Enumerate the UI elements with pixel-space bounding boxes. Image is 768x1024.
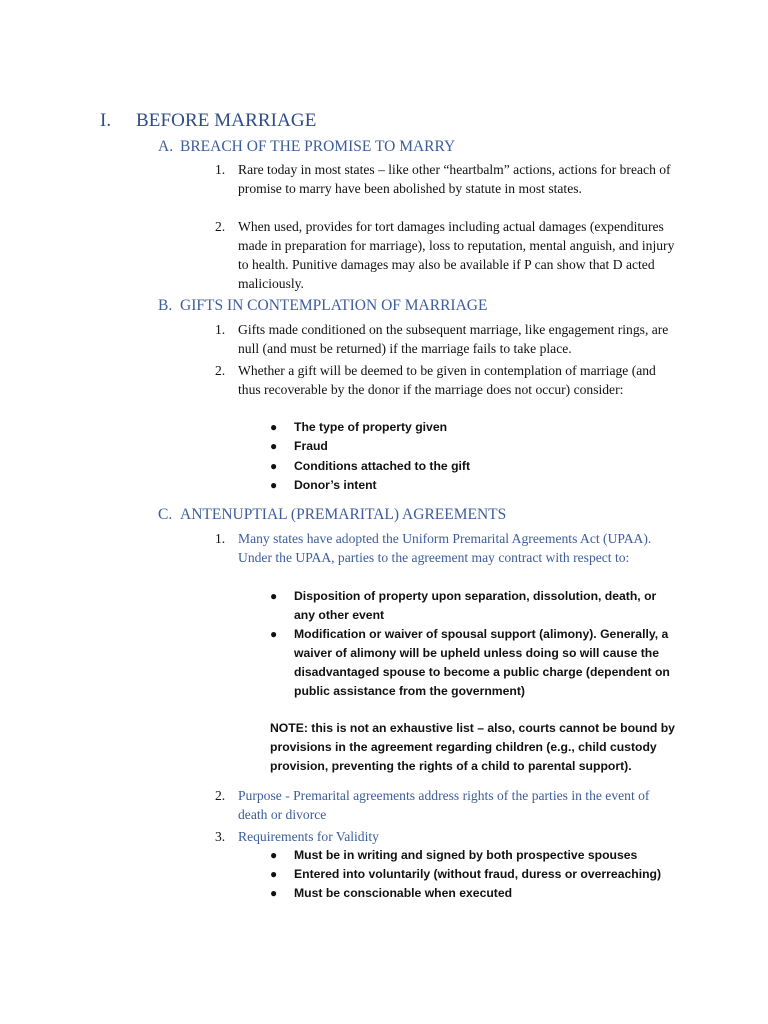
bullet-icon: ● <box>270 478 278 492</box>
subheading-b-title: GIFTS IN CONTEMPLATION OF MARRIAGE <box>180 297 488 314</box>
bullet-text: The type of property given <box>294 420 448 434</box>
subheading-a-label: A. <box>158 138 174 155</box>
subheading-c-title: ANTENUPTIAL (PREMARITAL) AGREEMENTS <box>180 506 507 523</box>
bullet-icon: ● <box>270 439 278 453</box>
list-text: Many states have adopted the Uniform Premarital Agreements Act (UPAA). Under the UPAA, parties to the agreement may contract with respect to: <box>238 531 652 565</box>
bullet-item <box>270 865 680 884</box>
list-text: Requirements for Validity <box>238 829 379 844</box>
list-number: 1. <box>215 531 226 546</box>
bullet-text: Disposition of property upon separation, dissolution, death, or any other event <box>294 589 657 622</box>
list-text: Gifts made conditioned on the subsequent marriage, like engagement rings, are null (and must be returned) if the marriage fails to take place. <box>238 322 669 356</box>
subheading-c-label: C. <box>158 506 173 523</box>
list-number: 2. <box>215 363 226 378</box>
bullet-text: Donor’s intent <box>294 478 377 492</box>
list-text: Whether a gift will be deemed to be given in contemplation of marriage (and thus recoverable by the donor if the marriage does not occur) consider: <box>238 363 656 397</box>
bullet-text: Must be conscionable when executed <box>294 886 513 900</box>
heading-number: I. <box>100 110 112 131</box>
bullet-item <box>270 476 680 495</box>
bullet-item <box>270 884 680 903</box>
bullet-icon: ● <box>270 848 278 862</box>
list-item-b1 <box>215 320 675 358</box>
bullet-icon: ● <box>270 886 278 900</box>
bullet-icon: ● <box>270 420 278 434</box>
list-text: Rare today in most states – like other “heartbalm” actions, actions for breach of promise to marry have been abolished by statute in most states. <box>238 162 671 196</box>
heading-text: BEFORE MARRIAGE <box>136 110 317 131</box>
note-paragraph: NOTE: this is not an exhaustive list – also, courts cannot be bound by provisions in the agreement regarding children (e.g., child custody provision, preventing the rights of a child to parental support). <box>270 721 675 773</box>
list-item-c2 <box>215 786 675 824</box>
bullet-item <box>270 587 680 625</box>
list-item-c3 <box>215 827 675 846</box>
list-number: 1. <box>215 322 226 337</box>
section-heading-before-marriage <box>100 110 316 132</box>
list-item-a2 <box>215 217 675 293</box>
bullet-icon: ● <box>270 589 278 603</box>
bullet-item <box>270 418 680 437</box>
subheading-a-title: BREACH OF THE PROMISE TO MARRY <box>180 138 456 155</box>
bullet-text: Conditions attached to the gift <box>294 459 471 473</box>
list-number: 2. <box>215 219 226 234</box>
bullet-text: Must be in writing and signed by both prospective spouses <box>294 848 638 862</box>
list-number: 3. <box>215 829 226 844</box>
list-item-a1 <box>215 160 675 198</box>
list-text: Purpose - Premarital agreements address rights of the parties in the event of death or divorce <box>238 788 650 822</box>
subheading-a <box>158 138 455 156</box>
subheading-c <box>158 506 506 524</box>
list-number: 1. <box>215 162 226 177</box>
list-text: When used, provides for tort damages including actual damages (expenditures made in preparation for marriage), loss to reputation, mental anguish, and injury to health. Punitive damages may also be available if P can show that D acted maliciously. <box>238 219 675 291</box>
bullet-text: Modification or waiver of spousal support (alimony). Generally, a waiver of alimony will be upheld unless doing so will cause the disadvantaged spouse to become a public charge (dependent on public assistance from the government) <box>294 627 670 698</box>
bullet-item <box>270 437 680 456</box>
subheading-b <box>158 297 487 315</box>
bullet-item <box>270 625 680 701</box>
bullet-text: Entered into voluntarily (without fraud, duress or overreaching) <box>294 867 662 881</box>
bullet-item <box>270 846 680 865</box>
subheading-b-label: B. <box>158 297 173 314</box>
bullet-icon: ● <box>270 867 278 881</box>
list-item-b2 <box>215 361 675 399</box>
list-item-c1 <box>215 529 675 567</box>
list-number: 2. <box>215 788 226 803</box>
bullet-icon: ● <box>270 627 278 641</box>
bullet-text: Fraud <box>294 439 328 453</box>
bullet-item <box>270 457 680 476</box>
bullet-icon: ● <box>270 459 278 473</box>
